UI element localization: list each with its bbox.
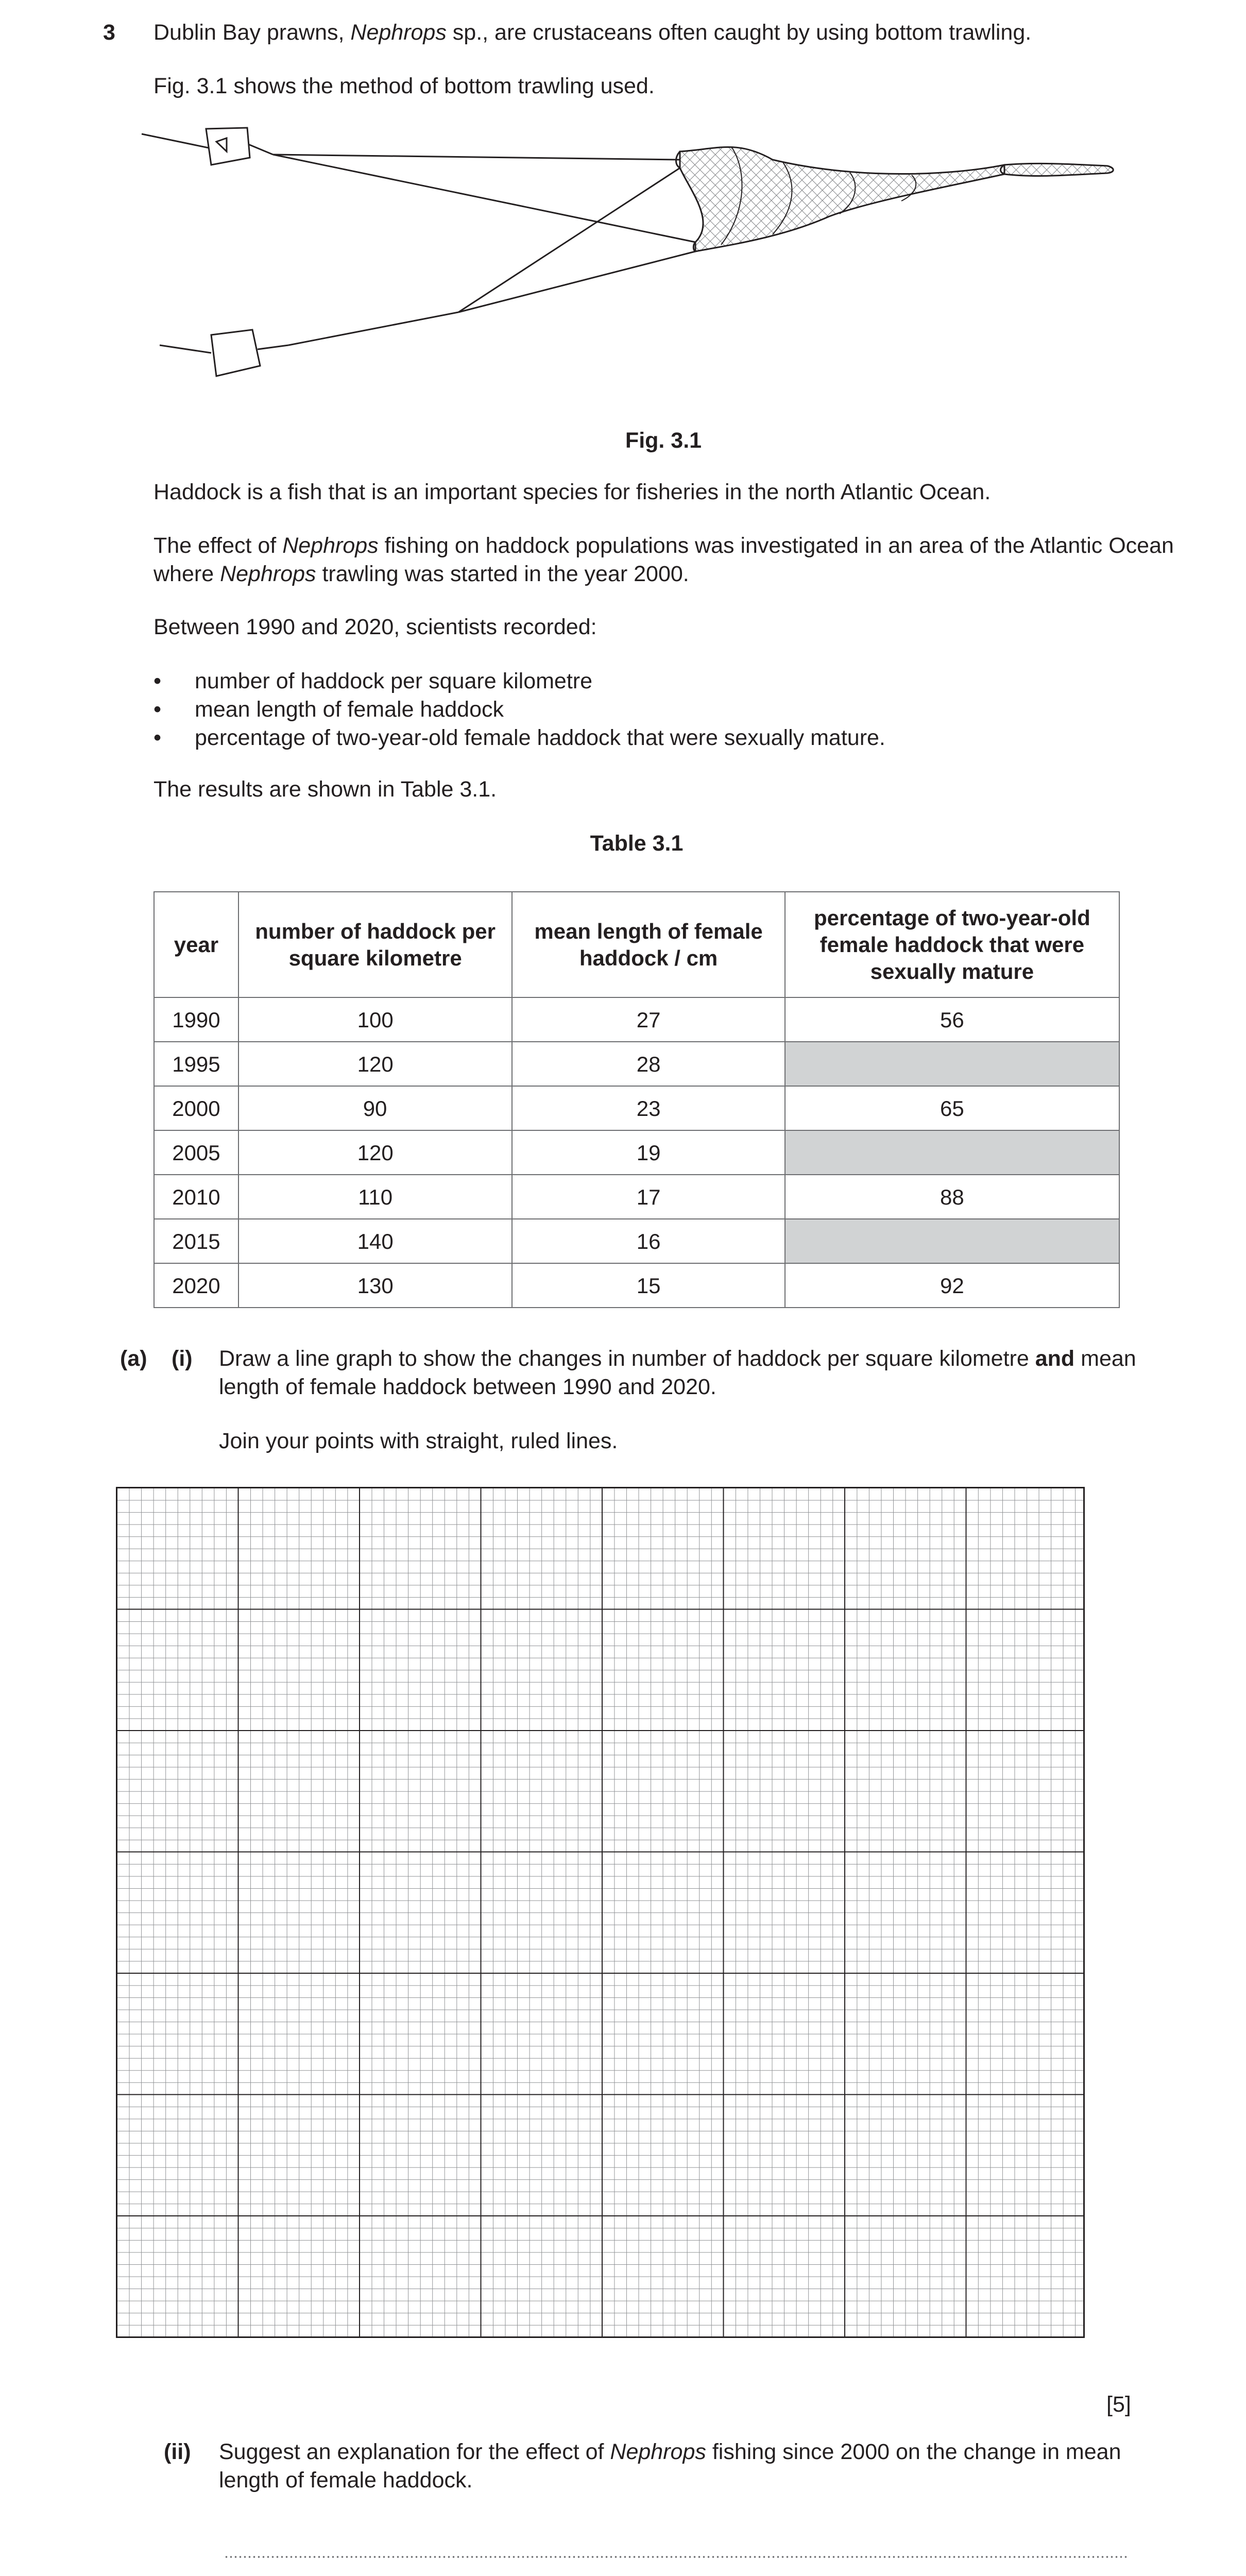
cell-number: 120: [238, 1130, 513, 1175]
cell-percentage: 92: [785, 1263, 1119, 1308]
fig-intro: Fig. 3.1 shows the method of bottom trawling used.: [153, 74, 655, 98]
cell-percentage-shaded: [785, 1219, 1119, 1263]
part-a-i-join: Join your points with straight, ruled lines.: [219, 1429, 618, 1453]
table-header-row: [154, 892, 1119, 997]
cell-percentage-shaded: [785, 1042, 1119, 1086]
part-a-label: (a): [120, 1346, 147, 1371]
cell-number: 110: [238, 1175, 513, 1219]
between-text: Between 1990 and 2020, scientists recorded:: [153, 615, 597, 639]
cell-number: 130: [238, 1263, 513, 1308]
cell-year: 1995: [154, 1042, 238, 1086]
haddock-info: Haddock is a fish that is an important species for fisheries in the north Atlantic Ocean.: [153, 480, 991, 504]
graph-grid[interactable]: [116, 1487, 1085, 2338]
col-header-percentage: percentage of two-year-old female haddock that were sexually mature: [785, 892, 1119, 997]
table-caption: Table 3.1: [590, 831, 684, 856]
effect-text: The effect of Nephrops fishing on haddock populations was investigated in an area of the Atlantic Ocean where Nephrops trawling was started in the year 2000.: [153, 533, 1174, 586]
intro-text: Dublin Bay prawns, Nephrops sp., are crustaceans often caught by using bottom trawling.: [153, 20, 1032, 45]
cell-number: 120: [238, 1042, 513, 1086]
cell-length: 16: [512, 1219, 784, 1263]
table-row: [154, 1219, 1119, 1263]
cell-year: 2020: [154, 1263, 238, 1308]
cell-length: 23: [512, 1086, 784, 1130]
bullet-item: • number of haddock per square kilometre: [153, 669, 593, 693]
cell-percentage-shaded: [785, 1130, 1119, 1175]
cell-number: 100: [238, 997, 513, 1042]
col-header-length: mean length of female haddock / cm: [512, 892, 784, 997]
table-3-1: [153, 891, 1120, 1308]
upper-otter-board: [142, 128, 273, 165]
cell-year: 2015: [154, 1219, 238, 1263]
table-row: [154, 1175, 1119, 1219]
results-text: The results are shown in Table 3.1.: [153, 777, 497, 802]
table-row: [154, 997, 1119, 1042]
table-row: [154, 1263, 1119, 1308]
cell-length: 27: [512, 997, 784, 1042]
marks-a-i: [5]: [1106, 2392, 1131, 2417]
col-header-number: number of haddock per square kilometre: [238, 892, 513, 997]
cell-length: 28: [512, 1042, 784, 1086]
question-number: 3: [103, 20, 115, 45]
col-header-year: year: [154, 892, 238, 997]
cell-percentage: 88: [785, 1175, 1119, 1219]
cell-year: 2010: [154, 1175, 238, 1219]
cell-length: 19: [512, 1130, 784, 1175]
cell-number: 90: [238, 1086, 513, 1130]
cell-length: 15: [512, 1263, 784, 1308]
table-row: [154, 1042, 1119, 1086]
table-row: [154, 1086, 1119, 1130]
trawl-diagram: [139, 118, 1138, 407]
cell-number: 140: [238, 1219, 513, 1263]
cell-length: 17: [512, 1175, 784, 1219]
cell-year: 2000: [154, 1086, 238, 1130]
cell-year: 1990: [154, 997, 238, 1042]
lower-otter-board: [160, 330, 288, 376]
part-a-ii-text: Suggest an explanation for the effect of Nephrops fishing since 2000 on the change in mean length of female haddock.: [219, 2439, 1121, 2493]
cell-percentage: 56: [785, 997, 1119, 1042]
bullet-item: • mean length of female haddock: [153, 697, 504, 722]
fig-caption: Fig. 3.1: [625, 428, 702, 453]
table-row: [154, 1130, 1119, 1175]
cell-percentage: 65: [785, 1086, 1119, 1130]
bullet-list: [153, 667, 1132, 752]
answer-line[interactable]: [224, 2555, 1128, 2558]
part-a-ii-label: (ii): [164, 2439, 191, 2464]
trawl-net: [676, 147, 1114, 251]
part-a-i-label: (i): [172, 1346, 193, 1371]
part-a-i-text: Draw a line graph to show the changes in number of haddock per square kilometre and mean length of female haddock between 1990 and 2020.: [219, 1346, 1136, 1399]
cell-year: 2005: [154, 1130, 238, 1175]
bullet-item: • percentage of two-year-old female haddock that were sexually mature.: [153, 725, 885, 750]
warps: [273, 155, 695, 345]
